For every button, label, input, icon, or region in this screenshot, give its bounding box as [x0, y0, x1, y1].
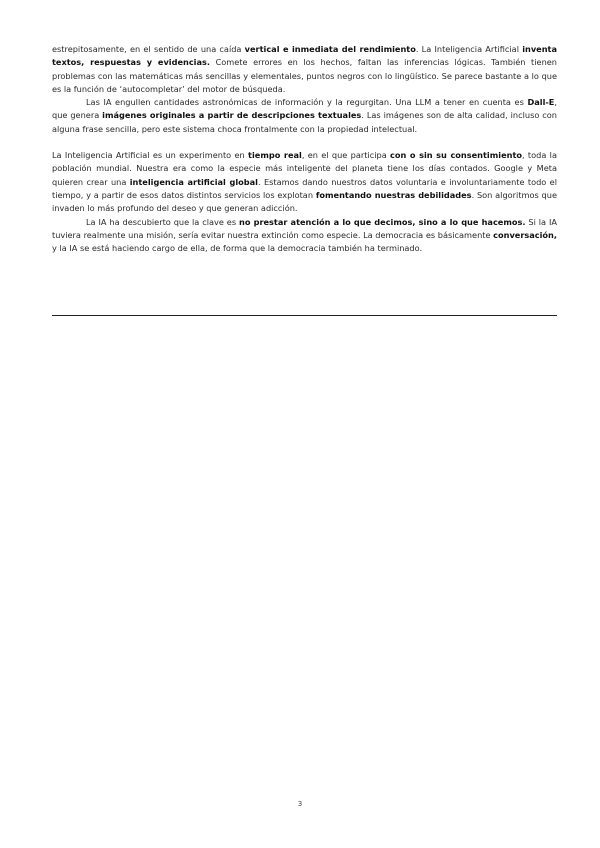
bold-text: inventa textos, respuestas y evidencias.	[52, 44, 557, 68]
text-run: Si la IA tuviera realmente una misión, sería evitar nuestra extinción como especie. La democracia es básicamente	[52, 216, 557, 240]
page-number: 3	[297, 800, 303, 808]
bold-text: conversación,	[493, 229, 557, 240]
paragraph	[52, 149, 557, 215]
text-run: . Estamos dando nuestros datos voluntaria e involuntariamente todo el tiempo, y a partir de esos datos distintos servicios los explotan	[52, 176, 557, 200]
text-run: y la IA se está haciendo cargo de ella, de forma que la democracia también ha terminado.	[52, 243, 423, 254]
text-run: Comete errores en los hechos, faltan las inferencias lógicas. También tienen problemas con las matemáticas más sencillas y elementales, puntos negros con lo lingüístico. Se parece bastante a lo que es la función de ‘autocompletar’ del motor de búsqueda.	[52, 57, 557, 94]
text-run: , que genera	[52, 97, 557, 121]
bold-text: inteligencia artificial global	[129, 176, 258, 187]
text-run: , toda la población mundial. Nuestra era como la especie más inteligente del planeta tiene los días contados. Google y Meta quieren crear una	[52, 150, 557, 187]
text-run: Las IA engullen cantidades astronómicas de información y la regurgitan. Una LLM a tener en cuenta es	[86, 97, 528, 108]
bold-text: imágenes originales a partir de descripciones textuales	[102, 110, 362, 121]
document-body	[52, 43, 557, 255]
text-run: . Las imágenes son de alta calidad, incluso con alguna frase sencilla, pero este sistema choca frontalmente con la propiedad intelectual.	[52, 110, 557, 134]
bold-text: Dall-E	[527, 97, 555, 108]
paragraph	[52, 96, 557, 136]
paragraph	[52, 216, 557, 256]
bold-text: con o sin su consentimiento	[390, 150, 522, 161]
paragraph	[52, 43, 557, 96]
separator-rule	[52, 315, 557, 316]
bold-text: vertical e inmediata del rendimiento	[244, 44, 416, 54]
text-run: . La Inteligencia Artificial	[415, 44, 523, 54]
bold-text: no prestar atención a lo que decimos, sino a lo que hacemos.	[239, 216, 526, 227]
text-run: La Inteligencia Artificial es un experimento en	[52, 150, 249, 161]
text-run: . Son algoritmos que invaden lo más profundo del deseo y que generan adicción.	[52, 189, 557, 214]
text-run: estrepitosamente, en el sentido de una caída	[52, 44, 245, 54]
text-run: La IA ha descubierto que la clave es	[86, 216, 239, 227]
bold-text: fomentando nuestras debilidades	[315, 189, 472, 200]
bold-text: tiempo real	[248, 150, 302, 161]
text-run: , en el que participa	[301, 150, 391, 161]
